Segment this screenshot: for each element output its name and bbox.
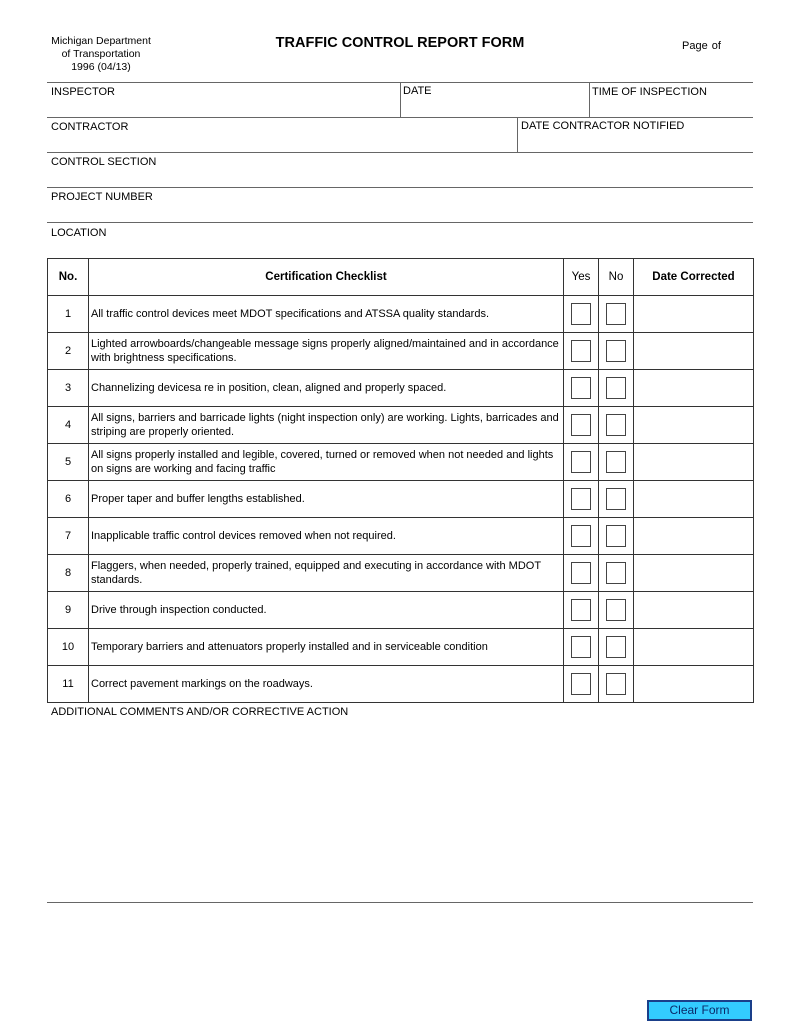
- control-section-label: CONTROL SECTION: [51, 156, 157, 168]
- item-number: 8: [48, 555, 89, 592]
- date-corrected-field[interactable]: [634, 333, 754, 370]
- location-field[interactable]: [110, 225, 750, 245]
- table-row: [48, 592, 754, 629]
- divider: [400, 82, 401, 118]
- no-checkbox[interactable]: [606, 451, 626, 473]
- item-text: All signs, barriers and barricade lights (night inspection only) are working. Lights, barricades and striping are properly oriented.: [89, 407, 564, 444]
- divider: [47, 187, 753, 188]
- project-number-label: PROJECT NUMBER: [51, 191, 153, 203]
- table-row: [48, 444, 754, 481]
- yes-checkbox[interactable]: [571, 451, 591, 473]
- item-number: 2: [48, 333, 89, 370]
- table-row: [48, 333, 754, 370]
- item-text: Correct pavement markings on the roadways.: [89, 666, 564, 703]
- date-field[interactable]: [403, 98, 586, 118]
- header-no-answer: No: [599, 259, 634, 296]
- yes-checkbox[interactable]: [571, 488, 591, 510]
- table-row: [48, 666, 754, 703]
- table-row: [48, 370, 754, 407]
- date-contractor-notified-field[interactable]: [521, 133, 750, 153]
- item-text: Proper taper and buffer lengths established.: [89, 481, 564, 518]
- no-checkbox[interactable]: [606, 303, 626, 325]
- yes-checkbox[interactable]: [571, 673, 591, 695]
- item-text: Channelizing devicesa re in position, clean, aligned and properly spaced.: [89, 370, 564, 407]
- item-text: Lighted arrowboards/changeable message signs properly aligned/maintained and in accordance with brightness specifications.: [89, 333, 564, 370]
- divider: [47, 222, 753, 223]
- contractor-label: CONTRACTOR: [51, 121, 129, 133]
- no-checkbox[interactable]: [606, 562, 626, 584]
- table-row: [48, 296, 754, 333]
- divider: [517, 117, 518, 153]
- date-corrected-field[interactable]: [634, 370, 754, 407]
- table-header-row: [48, 259, 754, 296]
- item-number: 5: [48, 444, 89, 481]
- item-text: Flaggers, when needed, properly trained, equipped and executing in accordance with MDOT standards.: [89, 555, 564, 592]
- item-text: All traffic control devices meet MDOT specifications and ATSSA quality standards.: [89, 296, 564, 333]
- time-of-inspection-label: TIME OF INSPECTION: [592, 86, 707, 98]
- item-number: 1: [48, 296, 89, 333]
- table-row: [48, 629, 754, 666]
- page-counter: [682, 40, 721, 52]
- date-corrected-field[interactable]: [634, 481, 754, 518]
- certification-checklist-table: [47, 258, 754, 703]
- divider: [589, 82, 590, 118]
- no-checkbox[interactable]: [606, 377, 626, 399]
- no-checkbox[interactable]: [606, 636, 626, 658]
- header-date-corrected: Date Corrected: [634, 259, 754, 296]
- date-label: DATE: [403, 85, 432, 97]
- divider: [47, 117, 753, 118]
- no-checkbox[interactable]: [606, 525, 626, 547]
- yes-checkbox[interactable]: [571, 562, 591, 584]
- divider: [47, 152, 753, 153]
- agency-name-line2: of Transportation: [61, 48, 141, 60]
- item-text: All signs properly installed and legible, covered, turned or removed when not needed and lights on signs are working and facing traffic: [89, 444, 564, 481]
- item-number: 6: [48, 481, 89, 518]
- table-row: [48, 518, 754, 555]
- header-no: No.: [48, 259, 89, 296]
- yes-checkbox[interactable]: [571, 414, 591, 436]
- time-of-inspection-field[interactable]: [592, 98, 750, 118]
- date-corrected-field[interactable]: [634, 555, 754, 592]
- date-corrected-field[interactable]: [634, 444, 754, 481]
- item-number: 3: [48, 370, 89, 407]
- contractor-field[interactable]: [51, 133, 513, 153]
- date-corrected-field[interactable]: [634, 407, 754, 444]
- date-corrected-field[interactable]: [634, 592, 754, 629]
- no-checkbox[interactable]: [606, 414, 626, 436]
- item-number: 11: [48, 666, 89, 703]
- form-number: 1996 (04/13): [71, 61, 131, 73]
- item-text: Drive through inspection conducted.: [89, 592, 564, 629]
- date-corrected-field[interactable]: [634, 518, 754, 555]
- item-number: 4: [48, 407, 89, 444]
- header-certification-checklist: Certification Checklist: [89, 259, 564, 296]
- date-contractor-notified-label: DATE CONTRACTOR NOTIFIED: [521, 120, 685, 132]
- location-label: LOCATION: [51, 227, 107, 239]
- yes-checkbox[interactable]: [571, 303, 591, 325]
- inspector-field[interactable]: [51, 98, 396, 118]
- project-number-field[interactable]: [51, 203, 751, 223]
- additional-comments-field[interactable]: [47, 722, 753, 903]
- item-number: 7: [48, 518, 89, 555]
- no-checkbox[interactable]: [606, 599, 626, 621]
- date-corrected-field[interactable]: [634, 666, 754, 703]
- table-row: [48, 407, 754, 444]
- of-label: of: [711, 40, 721, 52]
- form-title: TRAFFIC CONTROL REPORT FORM: [275, 35, 525, 51]
- page-label: Page: [682, 40, 708, 52]
- control-section-field[interactable]: [51, 168, 751, 188]
- agency-name-line1: Michigan Department: [51, 35, 151, 47]
- clear-form-button[interactable]: Clear Form: [647, 1000, 752, 1021]
- yes-checkbox[interactable]: [571, 636, 591, 658]
- item-number: 10: [48, 629, 89, 666]
- table-row: [48, 481, 754, 518]
- yes-checkbox[interactable]: [571, 525, 591, 547]
- yes-checkbox[interactable]: [571, 377, 591, 399]
- date-corrected-field[interactable]: [634, 296, 754, 333]
- item-text: Temporary barriers and attenuators properly installed and in serviceable condition: [89, 629, 564, 666]
- table-row: [48, 555, 754, 592]
- yes-checkbox[interactable]: [571, 340, 591, 362]
- item-text: Inapplicable traffic control devices removed when not required.: [89, 518, 564, 555]
- additional-comments-label: ADDITIONAL COMMENTS AND/OR CORRECTIVE ACTION: [51, 706, 349, 718]
- inspector-label: INSPECTOR: [51, 86, 115, 98]
- agency-block: [40, 35, 162, 74]
- no-checkbox[interactable]: [606, 488, 626, 510]
- no-checkbox[interactable]: [606, 340, 626, 362]
- header-yes: Yes: [564, 259, 599, 296]
- no-checkbox[interactable]: [606, 673, 626, 695]
- yes-checkbox[interactable]: [571, 599, 591, 621]
- date-corrected-field[interactable]: [634, 629, 754, 666]
- item-number: 9: [48, 592, 89, 629]
